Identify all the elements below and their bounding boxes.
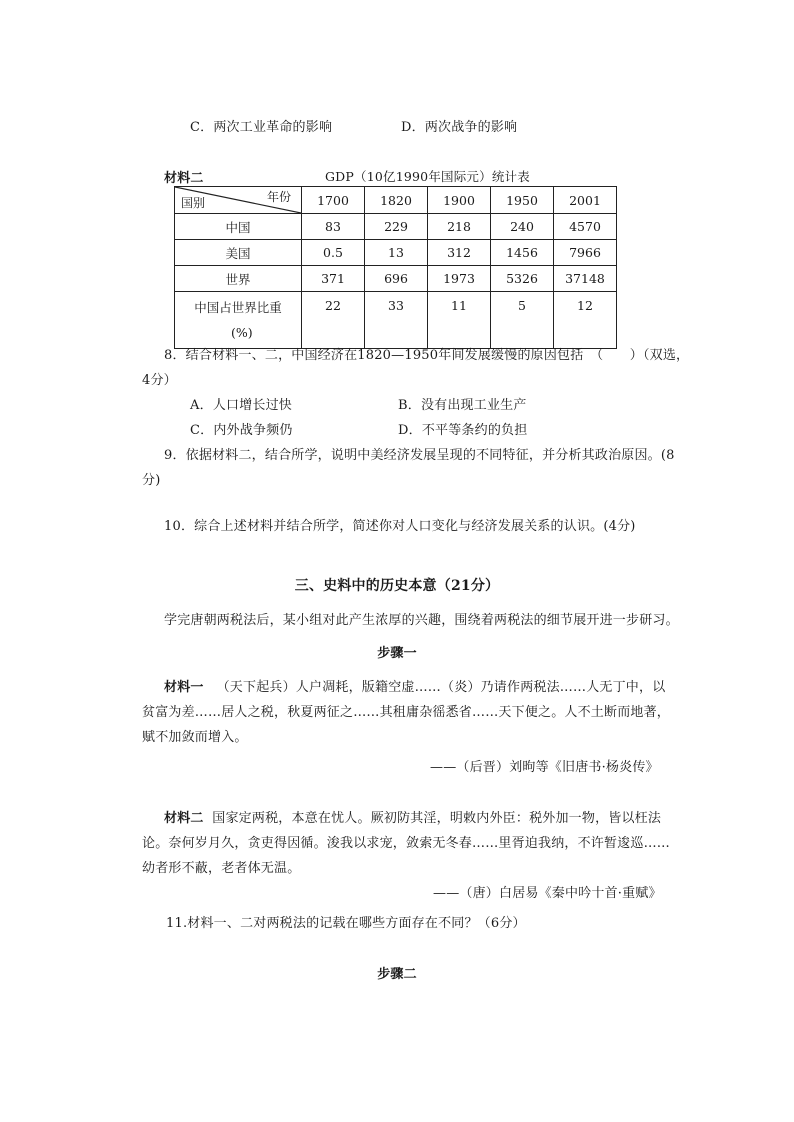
m2-source: ——（唐）白居易《秦中吟十首·重赋》 <box>433 886 662 901</box>
step1-heading: 步骤一 <box>377 646 417 661</box>
ratio-label-line2: (%) <box>231 325 253 340</box>
section3-intro: 学完唐朝两税法后，某小组对此产生浓厚的兴趣，围绕着两税法的细节展开进一步研习。 <box>164 613 679 628</box>
row-label: 中国 <box>175 214 302 240</box>
m1-line1 <box>164 676 665 695</box>
table-cell: 229 <box>365 214 428 240</box>
table-cell: 1456 <box>491 240 554 266</box>
q8-stem-line2: 4分） <box>142 373 177 388</box>
row-label <box>175 292 302 349</box>
table-cell: 371 <box>302 266 365 292</box>
year-header: 2001 <box>554 187 617 214</box>
table-cell: 12 <box>554 292 617 349</box>
table-cell: 0.5 <box>302 240 365 266</box>
table-cell: 33 <box>365 292 428 349</box>
m2-text-line3: 幼者形不蔽，老者体无温。 <box>142 861 301 876</box>
m1-text-line1: （天下起兵）人户凋耗，版籍空虚……（炎）乃请作两税法……人无丁中，以 <box>216 680 666 695</box>
m1-label: 材料一 <box>164 680 204 695</box>
m2-text-line2: 论。奈何岁月久，贪吏得因循。浚我以求宠，敛索无冬春……里胥迫我纳，不许暂逡巡…… <box>142 836 671 851</box>
section3-title: 三、史料中的历史本意（21分） <box>294 578 500 594</box>
table-row-usa <box>175 240 617 266</box>
corner-country-label: 国别 <box>181 196 206 210</box>
year-header: 1950 <box>491 187 554 214</box>
q9-stem-line1: 9．依据材料二，结合所学，说明中美经济发展呈现的不同特征，并分析其政治原因。(8 <box>164 448 675 463</box>
row-label: 世界 <box>175 266 302 292</box>
material2-label: 材料二 <box>164 171 204 186</box>
q7-option-c: C．两次工业革命的影响 <box>190 120 333 135</box>
row-label: 美国 <box>175 240 302 266</box>
m2-text-line1: 国家定两税，本意在忧人。厥初防其淫，明敕内外臣：税外加一物，皆以枉法 <box>212 811 662 826</box>
table-cell: 4570 <box>554 214 617 240</box>
table-cell: 218 <box>428 214 491 240</box>
table-cell: 37148 <box>554 266 617 292</box>
ratio-label-line1: 中国占世界比重 <box>194 300 282 315</box>
table-cell: 11 <box>428 292 491 349</box>
table-cell: 5 <box>491 292 554 349</box>
q11-stem: 11.材料一、二对两税法的记载在哪些方面存在不同？（6分） <box>166 916 526 931</box>
q9-stem-line2: 分) <box>142 473 161 488</box>
table-cell: 83 <box>302 214 365 240</box>
q8-option-b: B．没有出现工业生产 <box>398 398 527 413</box>
year-header: 1820 <box>365 187 428 214</box>
gdp-table <box>174 186 617 349</box>
m2-label: 材料二 <box>164 811 204 826</box>
q8-option-c: C．内外战争频仍 <box>190 423 293 438</box>
year-header: 1900 <box>428 187 491 214</box>
year-header: 1700 <box>302 187 365 214</box>
q8-option-a: A．人口增长过快 <box>190 398 292 413</box>
table-row-china <box>175 214 617 240</box>
table-cell: 5326 <box>491 266 554 292</box>
table-row-china-share <box>175 292 617 349</box>
table-cell: 696 <box>365 266 428 292</box>
step2-heading: 步骤二 <box>377 967 417 982</box>
q10-stem: 10．综合上述材料并结合所学，简述你对人口变化与经济发展关系的认识。(4分) <box>164 519 636 534</box>
q7-option-d: D．两次战争的影响 <box>401 120 518 135</box>
q8-option-d: D．不平等条约的负担 <box>398 423 528 438</box>
table-cell: 7966 <box>554 240 617 266</box>
table-row-world <box>175 266 617 292</box>
m1-text-line2: 贫富为差……居人之税，秋夏两征之……其租庸杂徭悉省……天下便之。人不土断而地著， <box>142 705 671 720</box>
corner-year-label: 年份 <box>266 190 291 204</box>
table-cell: 312 <box>428 240 491 266</box>
m2-line1 <box>164 807 661 826</box>
q8-stem-line1: 8．结合材料一、二，中国经济在1820—1950年间发展缓慢的原因包括 （ ）（双选， <box>164 348 690 363</box>
table-cell: 1973 <box>428 266 491 292</box>
m1-text-line3: 赋不加敛而增入。 <box>142 730 248 745</box>
m1-source: ——（后晋）刘昫等《旧唐书·杨炎传》 <box>430 760 659 775</box>
table-title: GDP（10亿1990年国际元）统计表 <box>325 169 530 184</box>
table-cell: 13 <box>365 240 428 266</box>
table-cell: 22 <box>302 292 365 349</box>
table-corner-cell <box>175 187 302 214</box>
table-cell: 240 <box>491 214 554 240</box>
